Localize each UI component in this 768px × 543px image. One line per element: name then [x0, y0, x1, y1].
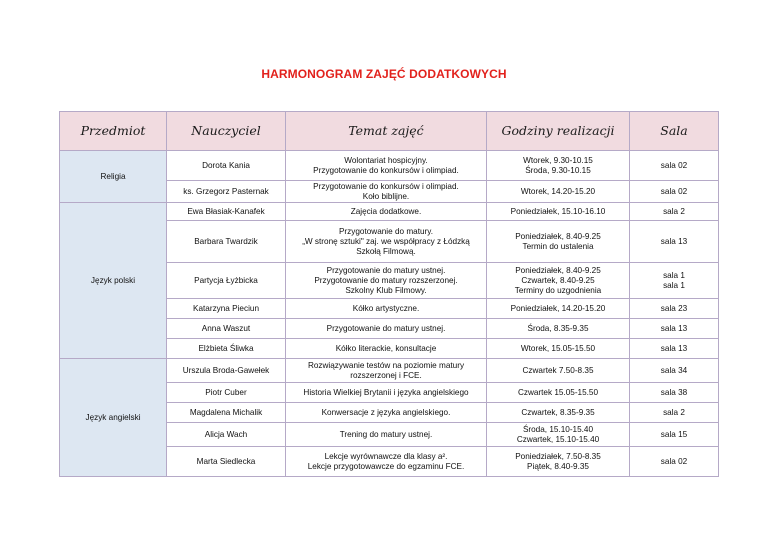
teacher-cell: Partycja Łyżbicka — [167, 263, 286, 299]
hours-cell: Czwartek 15.05-15.50 — [487, 383, 630, 403]
room-cell: sala 02 — [630, 151, 719, 181]
teacher-cell: Dorota Kania — [167, 151, 286, 181]
page-title: HARMONOGRAM ZAJĘĆ DODATKOWYCH — [261, 67, 507, 81]
room-cell: sala 15 — [630, 423, 719, 447]
room-cell: sala 02 — [630, 181, 719, 203]
topic-cell: Zajęcia dodatkowe. — [286, 203, 487, 221]
topic-cell: Wolontariat hospicyjny. Przygotowanie do konkursów i olimpiad. — [286, 151, 487, 181]
teacher-cell: Ewa Błasiak-Kanafek — [167, 203, 286, 221]
topic-cell: Kółko literackie, konsultacje — [286, 339, 487, 359]
subject-cell: Język angielski — [60, 359, 167, 477]
room-cell: sala 38 — [630, 383, 719, 403]
header-hours: Godziny realizacji — [487, 112, 630, 151]
teacher-cell: Elżbieta Śliwka — [167, 339, 286, 359]
hours-cell: Czwartek, 8.35-9.35 — [487, 403, 630, 423]
topic-cell: Trening do matury ustnej. — [286, 423, 487, 447]
hours-cell: Środa, 8.35-9.35 — [487, 319, 630, 339]
room-cell: sala 13 — [630, 339, 719, 359]
teacher-cell: Marta Siedlecka — [167, 447, 286, 477]
header-room: Sala — [630, 112, 719, 151]
hours-cell: Poniedziałek, 7.50-8.35 Piątek, 8.40-9.35 — [487, 447, 630, 477]
topic-cell: Przygotowanie do matury. „W stronę sztuki" zaj. we współpracy z Łódzką Szkołą Filmową. — [286, 221, 487, 263]
hours-cell: Wtorek, 9.30-10.15 Środa, 9.30-10.15 — [487, 151, 630, 181]
teacher-cell: Katarzyna Pieciun — [167, 299, 286, 319]
room-cell: sala 1 sala 1 — [630, 263, 719, 299]
hours-cell: Wtorek, 15.05-15.50 — [487, 339, 630, 359]
header-row — [60, 112, 719, 151]
hours-cell: Czwartek 7.50-8.35 — [487, 359, 630, 383]
hours-cell: Wtorek, 14.20-15.20 — [487, 181, 630, 203]
subject-cell: Język polski — [60, 203, 167, 359]
room-cell: sala 23 — [630, 299, 719, 319]
teacher-cell: Anna Waszut — [167, 319, 286, 339]
room-cell: sala 13 — [630, 319, 719, 339]
hours-cell: Poniedziałek, 14.20-15.20 — [487, 299, 630, 319]
teacher-cell: ks. Grzegorz Pasternak — [167, 181, 286, 203]
teacher-cell: Magdalena Michalik — [167, 403, 286, 423]
header-topic: Temat zajęć — [286, 112, 487, 151]
subject-cell: Religia — [60, 151, 167, 203]
topic-cell: Kółko artystyczne. — [286, 299, 487, 319]
room-cell: sala 2 — [630, 403, 719, 423]
schedule-table — [59, 111, 719, 477]
header-subject: Przedmiot — [60, 112, 167, 151]
topic-cell: Historia Wielkiej Brytanii i języka angielskiego — [286, 383, 487, 403]
hours-cell: Poniedziałek, 15.10-16.10 — [487, 203, 630, 221]
table-row — [60, 203, 719, 221]
hours-cell: Środa, 15.10-15.40 Czwartek, 15.10-15.40 — [487, 423, 630, 447]
topic-cell: Rozwiązywanie testów na poziomie matury rozszerzonej i FCE. — [286, 359, 487, 383]
teacher-cell: Barbara Twardzik — [167, 221, 286, 263]
room-cell: sala 02 — [630, 447, 719, 477]
room-cell: sala 2 — [630, 203, 719, 221]
teacher-cell: Urszula Broda-Gawełek — [167, 359, 286, 383]
topic-cell: Przygotowanie do matury ustnej. — [286, 319, 487, 339]
topic-cell: Konwersacje z języka angielskiego. — [286, 403, 487, 423]
room-cell: sala 13 — [630, 221, 719, 263]
teacher-cell: Piotr Cuber — [167, 383, 286, 403]
topic-cell: Przygotowanie do matury ustnej. Przygotowanie do matury rozszerzonej. Szkolny Klub Filmowy. — [286, 263, 487, 299]
header-teacher: Nauczyciel — [167, 112, 286, 151]
table-row — [60, 359, 719, 383]
topic-cell: Przygotowanie do konkursów i olimpiad. Koło biblijne. — [286, 181, 487, 203]
teacher-cell: Alicja Wach — [167, 423, 286, 447]
hours-cell: Poniedziałek, 8.40-9.25 Termin do ustalenia — [487, 221, 630, 263]
topic-cell: Lekcje wyrównawcze dla klasy a². Lekcje przygotowawcze do egzaminu FCE. — [286, 447, 487, 477]
room-cell: sala 34 — [630, 359, 719, 383]
table-row — [60, 151, 719, 181]
hours-cell: Poniedziałek, 8.40-9.25 Czwartek, 8.40-9.25 Terminy do uzgodnienia — [487, 263, 630, 299]
